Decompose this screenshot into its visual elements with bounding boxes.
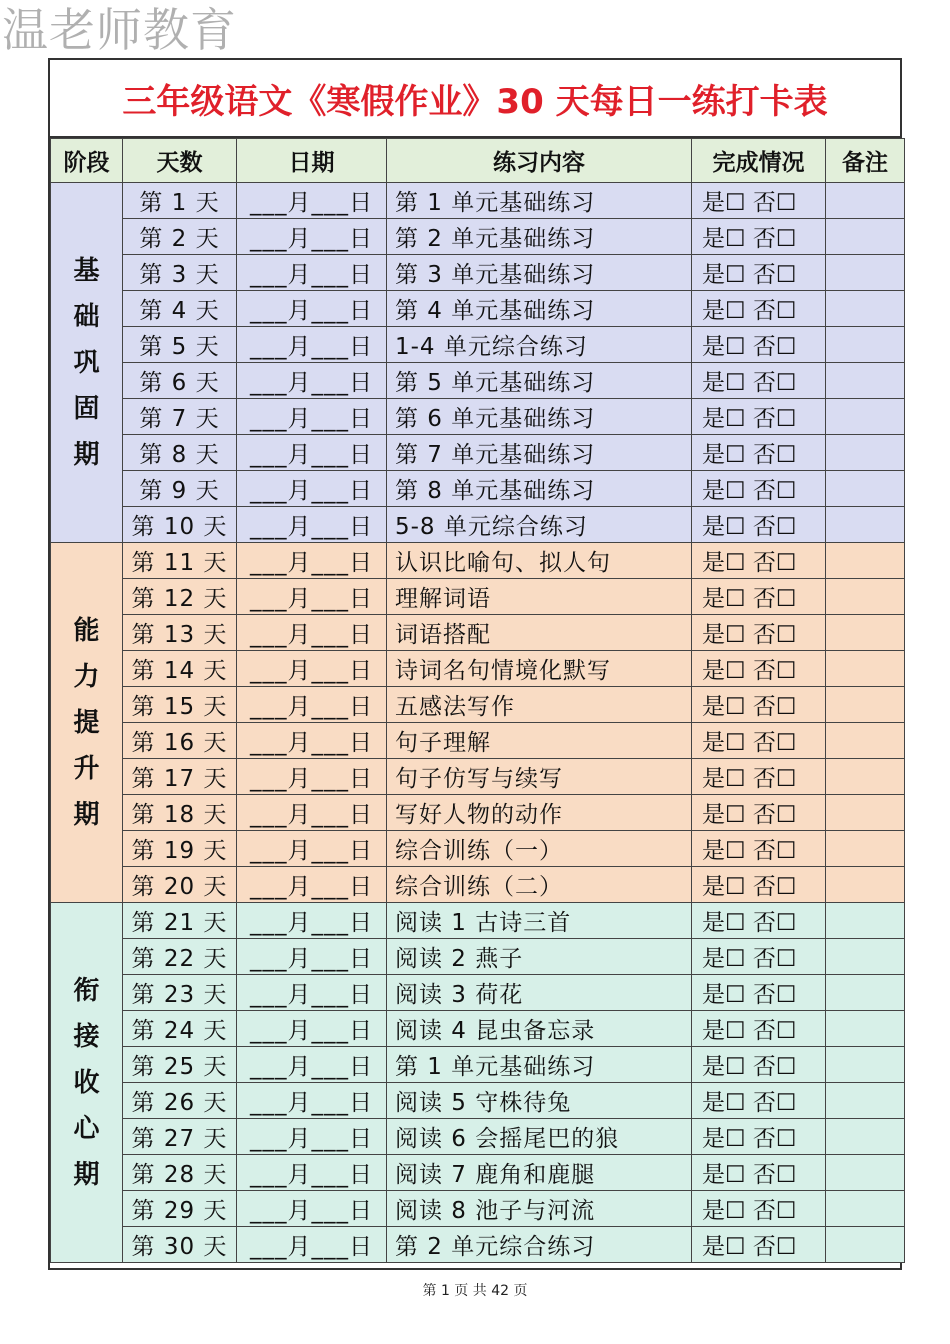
note-cell[interactable] <box>826 579 905 615</box>
content-cell: 第 2 单元综合练习 <box>387 1227 692 1263</box>
day-cell: 第 14 天 <box>123 651 237 687</box>
day-cell: 第 29 天 <box>123 1191 237 1227</box>
table-row <box>51 759 905 795</box>
note-cell[interactable] <box>826 903 905 939</box>
content-cell: 第 1 单元基础练习 <box>387 1047 692 1083</box>
note-cell[interactable] <box>826 1155 905 1191</box>
stage-cell <box>51 903 123 1263</box>
date-cell[interactable]: ___月___日 <box>237 1155 387 1191</box>
table-row <box>51 435 905 471</box>
note-cell[interactable] <box>826 471 905 507</box>
stage-label: 能力提升期 <box>73 615 100 830</box>
note-cell[interactable] <box>826 723 905 759</box>
content-cell: 认识比喻句、拟人句 <box>387 543 692 579</box>
date-cell[interactable]: ___月___日 <box>237 507 387 543</box>
status-checkbox-cell[interactable]: 是☐ 否☐ <box>692 255 826 291</box>
status-checkbox-cell[interactable]: 是☐ 否☐ <box>692 1083 826 1119</box>
content-cell: 1-4 单元综合练习 <box>387 327 692 363</box>
table-row <box>51 327 905 363</box>
day-cell: 第 4 天 <box>123 291 237 327</box>
day-cell: 第 17 天 <box>123 759 237 795</box>
content-cell: 词语搭配 <box>387 615 692 651</box>
table-header-row <box>51 139 905 183</box>
note-cell[interactable] <box>826 831 905 867</box>
day-cell: 第 5 天 <box>123 327 237 363</box>
status-checkbox-cell[interactable]: 是☐ 否☐ <box>692 903 826 939</box>
date-cell[interactable]: ___月___日 <box>237 975 387 1011</box>
day-cell: 第 6 天 <box>123 363 237 399</box>
date-cell[interactable]: ___月___日 <box>237 255 387 291</box>
content-cell: 第 6 单元基础练习 <box>387 399 692 435</box>
day-cell: 第 2 天 <box>123 219 237 255</box>
status-checkbox-cell[interactable]: 是☐ 否☐ <box>692 1191 826 1227</box>
content-cell: 第 4 单元基础练习 <box>387 291 692 327</box>
date-cell[interactable]: ___月___日 <box>237 687 387 723</box>
content-cell: 阅读 6 会摇尾巴的狼 <box>387 1119 692 1155</box>
stage-cell <box>51 183 123 543</box>
table-row <box>51 687 905 723</box>
date-cell[interactable]: ___月___日 <box>237 327 387 363</box>
status-checkbox-cell[interactable]: 是☐ 否☐ <box>692 543 826 579</box>
date-cell[interactable]: ___月___日 <box>237 1083 387 1119</box>
date-cell[interactable]: ___月___日 <box>237 939 387 975</box>
day-cell: 第 27 天 <box>123 1119 237 1155</box>
day-cell: 第 25 天 <box>123 1047 237 1083</box>
date-cell[interactable]: ___月___日 <box>237 867 387 903</box>
day-cell: 第 18 天 <box>123 795 237 831</box>
date-cell[interactable]: ___月___日 <box>237 831 387 867</box>
date-cell[interactable]: ___月___日 <box>237 1119 387 1155</box>
date-cell[interactable]: ___月___日 <box>237 399 387 435</box>
status-checkbox-cell[interactable]: 是☐ 否☐ <box>692 507 826 543</box>
date-cell[interactable]: ___月___日 <box>237 795 387 831</box>
content-cell: 第 5 单元基础练习 <box>387 363 692 399</box>
status-checkbox-cell[interactable]: 是☐ 否☐ <box>692 831 826 867</box>
status-checkbox-cell[interactable]: 是☐ 否☐ <box>692 1011 826 1047</box>
day-cell: 第 7 天 <box>123 399 237 435</box>
table-row <box>51 615 905 651</box>
table-row <box>51 291 905 327</box>
note-cell[interactable] <box>826 759 905 795</box>
stage-label: 基础巩固期 <box>73 255 100 470</box>
note-cell[interactable] <box>826 687 905 723</box>
note-cell[interactable] <box>826 1119 905 1155</box>
date-cell[interactable]: ___月___日 <box>237 183 387 219</box>
content-cell: 综合训练（一） <box>387 831 692 867</box>
table-row <box>51 579 905 615</box>
note-cell[interactable] <box>826 1047 905 1083</box>
date-cell[interactable]: ___月___日 <box>237 723 387 759</box>
content-cell: 阅读 1 古诗三首 <box>387 903 692 939</box>
stage-cell <box>51 543 123 903</box>
day-cell: 第 8 天 <box>123 435 237 471</box>
date-cell[interactable]: ___月___日 <box>237 903 387 939</box>
date-cell[interactable]: ___月___日 <box>237 1227 387 1263</box>
content-cell: 阅读 7 鹿角和鹿腿 <box>387 1155 692 1191</box>
note-cell[interactable] <box>826 1191 905 1227</box>
header-stage: 阶段 <box>51 139 123 183</box>
date-cell[interactable]: ___月___日 <box>237 1011 387 1047</box>
table-row <box>51 1119 905 1155</box>
watermark: 温老师教育 <box>2 3 237 57</box>
note-cell[interactable] <box>826 795 905 831</box>
date-cell[interactable]: ___月___日 <box>237 579 387 615</box>
table-body <box>51 183 905 1263</box>
status-checkbox-cell[interactable]: 是☐ 否☐ <box>692 363 826 399</box>
status-checkbox-cell[interactable]: 是☐ 否☐ <box>692 435 826 471</box>
content-cell: 综合训练（二） <box>387 867 692 903</box>
date-cell[interactable]: ___月___日 <box>237 1047 387 1083</box>
content-cell: 句子仿写与续写 <box>387 759 692 795</box>
status-checkbox-cell[interactable]: 是☐ 否☐ <box>692 867 826 903</box>
content-cell: 第 3 单元基础练习 <box>387 255 692 291</box>
day-cell: 第 12 天 <box>123 579 237 615</box>
content-cell: 阅读 3 荷花 <box>387 975 692 1011</box>
note-cell[interactable] <box>826 219 905 255</box>
day-cell: 第 23 天 <box>123 975 237 1011</box>
note-cell[interactable] <box>826 183 905 219</box>
note-cell[interactable] <box>826 939 905 975</box>
stage-label: 衔接收心期 <box>73 975 100 1190</box>
status-checkbox-cell[interactable]: 是☐ 否☐ <box>692 975 826 1011</box>
note-cell[interactable] <box>826 543 905 579</box>
day-cell: 第 1 天 <box>123 183 237 219</box>
date-cell[interactable]: ___月___日 <box>237 651 387 687</box>
content-cell: 阅读 2 燕子 <box>387 939 692 975</box>
status-checkbox-cell[interactable]: 是☐ 否☐ <box>692 1227 826 1263</box>
table-row <box>51 255 905 291</box>
table-row <box>51 1083 905 1119</box>
day-cell: 第 24 天 <box>123 1011 237 1047</box>
date-cell[interactable]: ___月___日 <box>237 615 387 651</box>
note-cell[interactable] <box>826 615 905 651</box>
checkin-table <box>50 138 905 1263</box>
day-cell: 第 21 天 <box>123 903 237 939</box>
date-cell[interactable]: ___月___日 <box>237 759 387 795</box>
checkin-sheet <box>48 58 902 1270</box>
table-row <box>51 1191 905 1227</box>
table-row <box>51 1011 905 1047</box>
header-day: 天数 <box>123 139 237 183</box>
content-cell: 理解词语 <box>387 579 692 615</box>
header-content: 练习内容 <box>387 139 692 183</box>
note-cell[interactable] <box>826 327 905 363</box>
day-cell: 第 13 天 <box>123 615 237 651</box>
status-checkbox-cell[interactable]: 是☐ 否☐ <box>692 651 826 687</box>
day-cell: 第 3 天 <box>123 255 237 291</box>
header-note: 备注 <box>826 139 905 183</box>
content-cell: 阅读 4 昆虫备忘录 <box>387 1011 692 1047</box>
table-row <box>51 507 905 543</box>
date-cell[interactable]: ___月___日 <box>237 543 387 579</box>
day-cell: 第 28 天 <box>123 1155 237 1191</box>
day-cell: 第 10 天 <box>123 507 237 543</box>
table-row <box>51 867 905 903</box>
table-row <box>51 399 905 435</box>
note-cell[interactable] <box>826 255 905 291</box>
note-cell[interactable] <box>826 1083 905 1119</box>
content-cell: 五感法写作 <box>387 687 692 723</box>
table-row <box>51 219 905 255</box>
status-checkbox-cell[interactable]: 是☐ 否☐ <box>692 1047 826 1083</box>
content-cell: 写好人物的动作 <box>387 795 692 831</box>
content-cell: 句子理解 <box>387 723 692 759</box>
content-cell: 第 1 单元基础练习 <box>387 183 692 219</box>
date-cell[interactable]: ___月___日 <box>237 1191 387 1227</box>
note-cell[interactable] <box>826 651 905 687</box>
day-cell: 第 20 天 <box>123 867 237 903</box>
table-row <box>51 183 905 219</box>
date-cell[interactable]: ___月___日 <box>237 219 387 255</box>
note-cell[interactable] <box>826 291 905 327</box>
status-checkbox-cell[interactable]: 是☐ 否☐ <box>692 759 826 795</box>
day-cell: 第 19 天 <box>123 831 237 867</box>
table-row <box>51 1227 905 1263</box>
status-checkbox-cell[interactable]: 是☐ 否☐ <box>692 1155 826 1191</box>
content-cell: 第 8 单元基础练习 <box>387 471 692 507</box>
content-cell: 阅读 8 池子与河流 <box>387 1191 692 1227</box>
content-cell: 第 7 单元基础练习 <box>387 435 692 471</box>
table-row <box>51 543 905 579</box>
table-row <box>51 363 905 399</box>
page-title: 三年级语文《寒假作业》30 天每日一练打卡表 <box>50 60 900 138</box>
note-cell[interactable] <box>826 975 905 1011</box>
note-cell[interactable] <box>826 399 905 435</box>
note-cell[interactable] <box>826 1011 905 1047</box>
status-checkbox-cell[interactable]: 是☐ 否☐ <box>692 399 826 435</box>
content-cell: 诗词名句情境化默写 <box>387 651 692 687</box>
date-cell[interactable]: ___月___日 <box>237 363 387 399</box>
note-cell[interactable] <box>826 867 905 903</box>
status-checkbox-cell[interactable]: 是☐ 否☐ <box>692 615 826 651</box>
day-cell: 第 15 天 <box>123 687 237 723</box>
table-row <box>51 939 905 975</box>
status-checkbox-cell[interactable]: 是☐ 否☐ <box>692 183 826 219</box>
table-row <box>51 975 905 1011</box>
table-row <box>51 831 905 867</box>
table-row <box>51 723 905 759</box>
content-cell: 阅读 5 守株待兔 <box>387 1083 692 1119</box>
note-cell[interactable] <box>826 507 905 543</box>
content-cell: 5-8 单元综合练习 <box>387 507 692 543</box>
status-checkbox-cell[interactable]: 是☐ 否☐ <box>692 1119 826 1155</box>
status-checkbox-cell[interactable]: 是☐ 否☐ <box>692 723 826 759</box>
date-cell[interactable]: ___月___日 <box>237 291 387 327</box>
table-row <box>51 1047 905 1083</box>
table-row <box>51 471 905 507</box>
table-row <box>51 795 905 831</box>
header-date: 日期 <box>237 139 387 183</box>
status-checkbox-cell[interactable]: 是☐ 否☐ <box>692 471 826 507</box>
table-row <box>51 651 905 687</box>
status-checkbox-cell[interactable]: 是☐ 否☐ <box>692 219 826 255</box>
date-cell[interactable]: ___月___日 <box>237 471 387 507</box>
status-checkbox-cell[interactable]: 是☐ 否☐ <box>692 291 826 327</box>
day-cell: 第 22 天 <box>123 939 237 975</box>
note-cell[interactable] <box>826 363 905 399</box>
day-cell: 第 16 天 <box>123 723 237 759</box>
table-row <box>51 903 905 939</box>
day-cell: 第 9 天 <box>123 471 237 507</box>
status-checkbox-cell[interactable]: 是☐ 否☐ <box>692 579 826 615</box>
note-cell[interactable] <box>826 1227 905 1263</box>
status-checkbox-cell[interactable]: 是☐ 否☐ <box>692 687 826 723</box>
day-cell: 第 26 天 <box>123 1083 237 1119</box>
note-cell[interactable] <box>826 435 905 471</box>
status-checkbox-cell[interactable]: 是☐ 否☐ <box>692 327 826 363</box>
day-cell: 第 11 天 <box>123 543 237 579</box>
date-cell[interactable]: ___月___日 <box>237 435 387 471</box>
status-checkbox-cell[interactable]: 是☐ 否☐ <box>692 795 826 831</box>
page-footer: 第 1 页 共 42 页 <box>422 1283 528 1299</box>
header-status: 完成情况 <box>692 139 826 183</box>
table-row <box>51 1155 905 1191</box>
day-cell: 第 30 天 <box>123 1227 237 1263</box>
status-checkbox-cell[interactable]: 是☐ 否☐ <box>692 939 826 975</box>
content-cell: 第 2 单元基础练习 <box>387 219 692 255</box>
